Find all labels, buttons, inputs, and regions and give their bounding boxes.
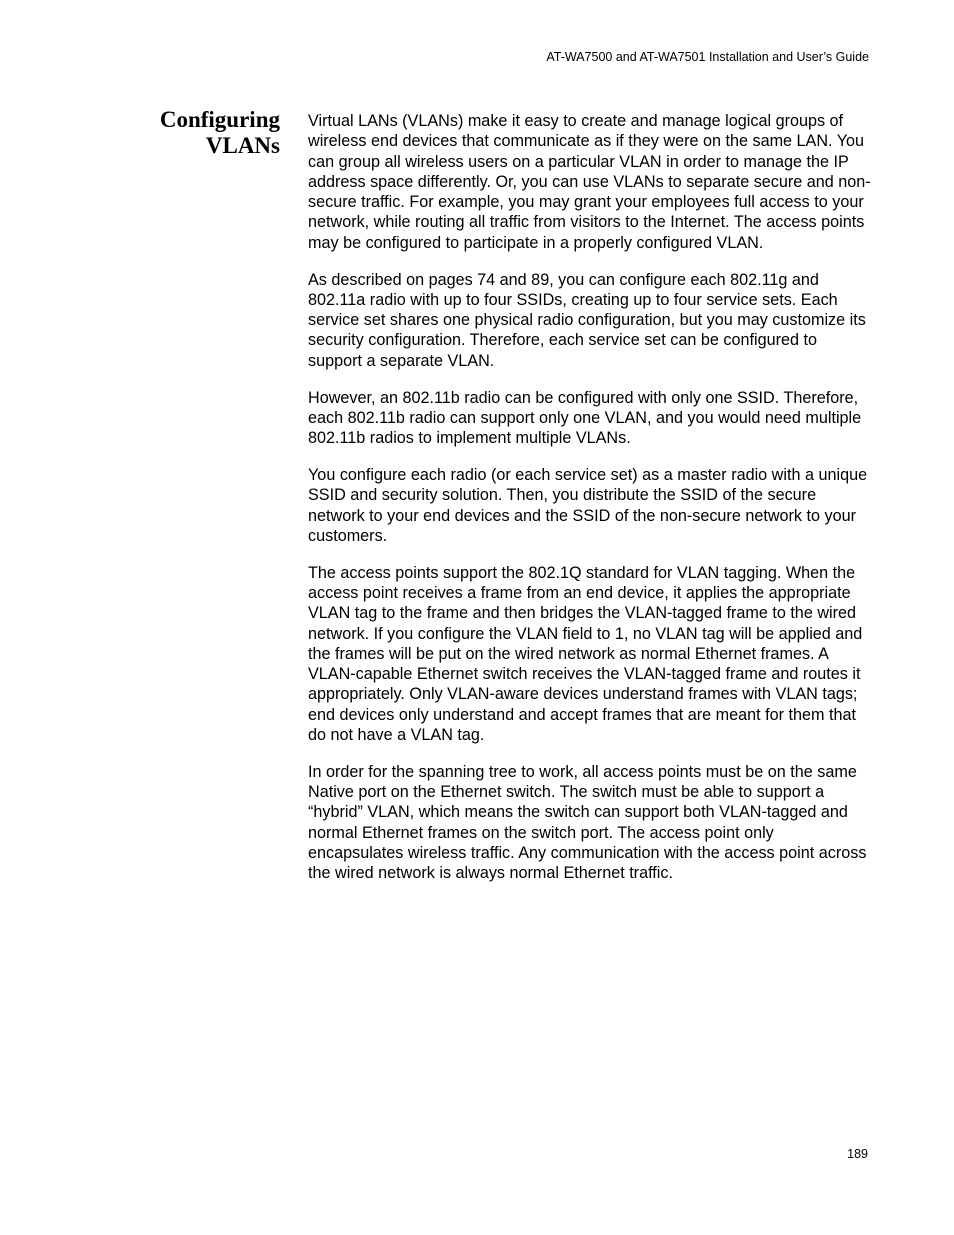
paragraph-vlan-intro: Virtual LANs (VLANs) make it easy to create and manage logical groups of wireless end devices that communicate as if they were on the same LAN. You can group all wireless users on a particular VLAN in order to manage the IP address space differently. Or, you can use VLANs to separate secure and non-secure traffic. For example, you may grant your employees full access to your network, while routing all traffic from visitors to the Internet. The access points may be configured to participate in a properly configured VLAN.: [308, 112, 871, 252]
section-title-line2: VLANs: [205, 133, 280, 158]
paragraph-master-radio: You configure each radio (or each service set) as a master radio with a unique SSID and security solution. Then, you distribute the SSID of the secure network to your end devices and the SSID of the non-secure network to your customers.: [308, 465, 868, 545]
paragraph-spanning-tree: In order for the spanning tree to work, all access points must be on the same Native port on the Ethernet switch. The switch must be able to support a “hybrid” VLAN, which means the switch can support both VLAN-tagged and normal Ethernet frames on the switch port. The access point only encapsulates wireless traffic. Any communication with the access point across the wired network is always normal Ethernet traffic.: [308, 762, 867, 883]
section-title: [80, 107, 280, 159]
paragraph-80211b-limitation: However, an 802.11b radio can be configured with only one SSID. Therefore, each 802.11b radio can support only one VLAN, and you would need multiple 802.11b radios to implement multiple VLANs.: [308, 388, 862, 448]
paragraph-8021q-tagging: The access points support the 802.1Q standard for VLAN tagging. When the access point receives a frame from an end device, it applies the appropriate VLAN tag to the frame and then bridges the VLAN-tagged frame to the wired network. If you configure the VLAN field to 1, no VLAN tag will be applied and the frames will be put on the wired network as normal Ethernet frames. A VLAN-capable Ethernet switch receives the VLAN-tagged frame and routes it appropriately. Only VLAN-aware devices understand frames with VLAN tags; end devices only understand and accept frames that are meant for them that do not have a VLAN tag.: [308, 563, 863, 745]
running-header: AT-WA7500 and AT-WA7501 Installation and User’s Guide: [546, 50, 869, 64]
paragraph-ssid-service-sets: As described on pages 74 and 89, you can configure each 802.11g and 802.11a radio with up to four SSIDs, creating up to four service sets. Each service set shares one physical radio configuration, but you may customize its security configuration. Therefore, each service set can be configured to support a separate VLAN.: [308, 270, 866, 370]
page-number: 189: [847, 1147, 868, 1161]
body-text: [308, 111, 873, 900]
section-title-line1: Configuring: [159, 107, 280, 132]
